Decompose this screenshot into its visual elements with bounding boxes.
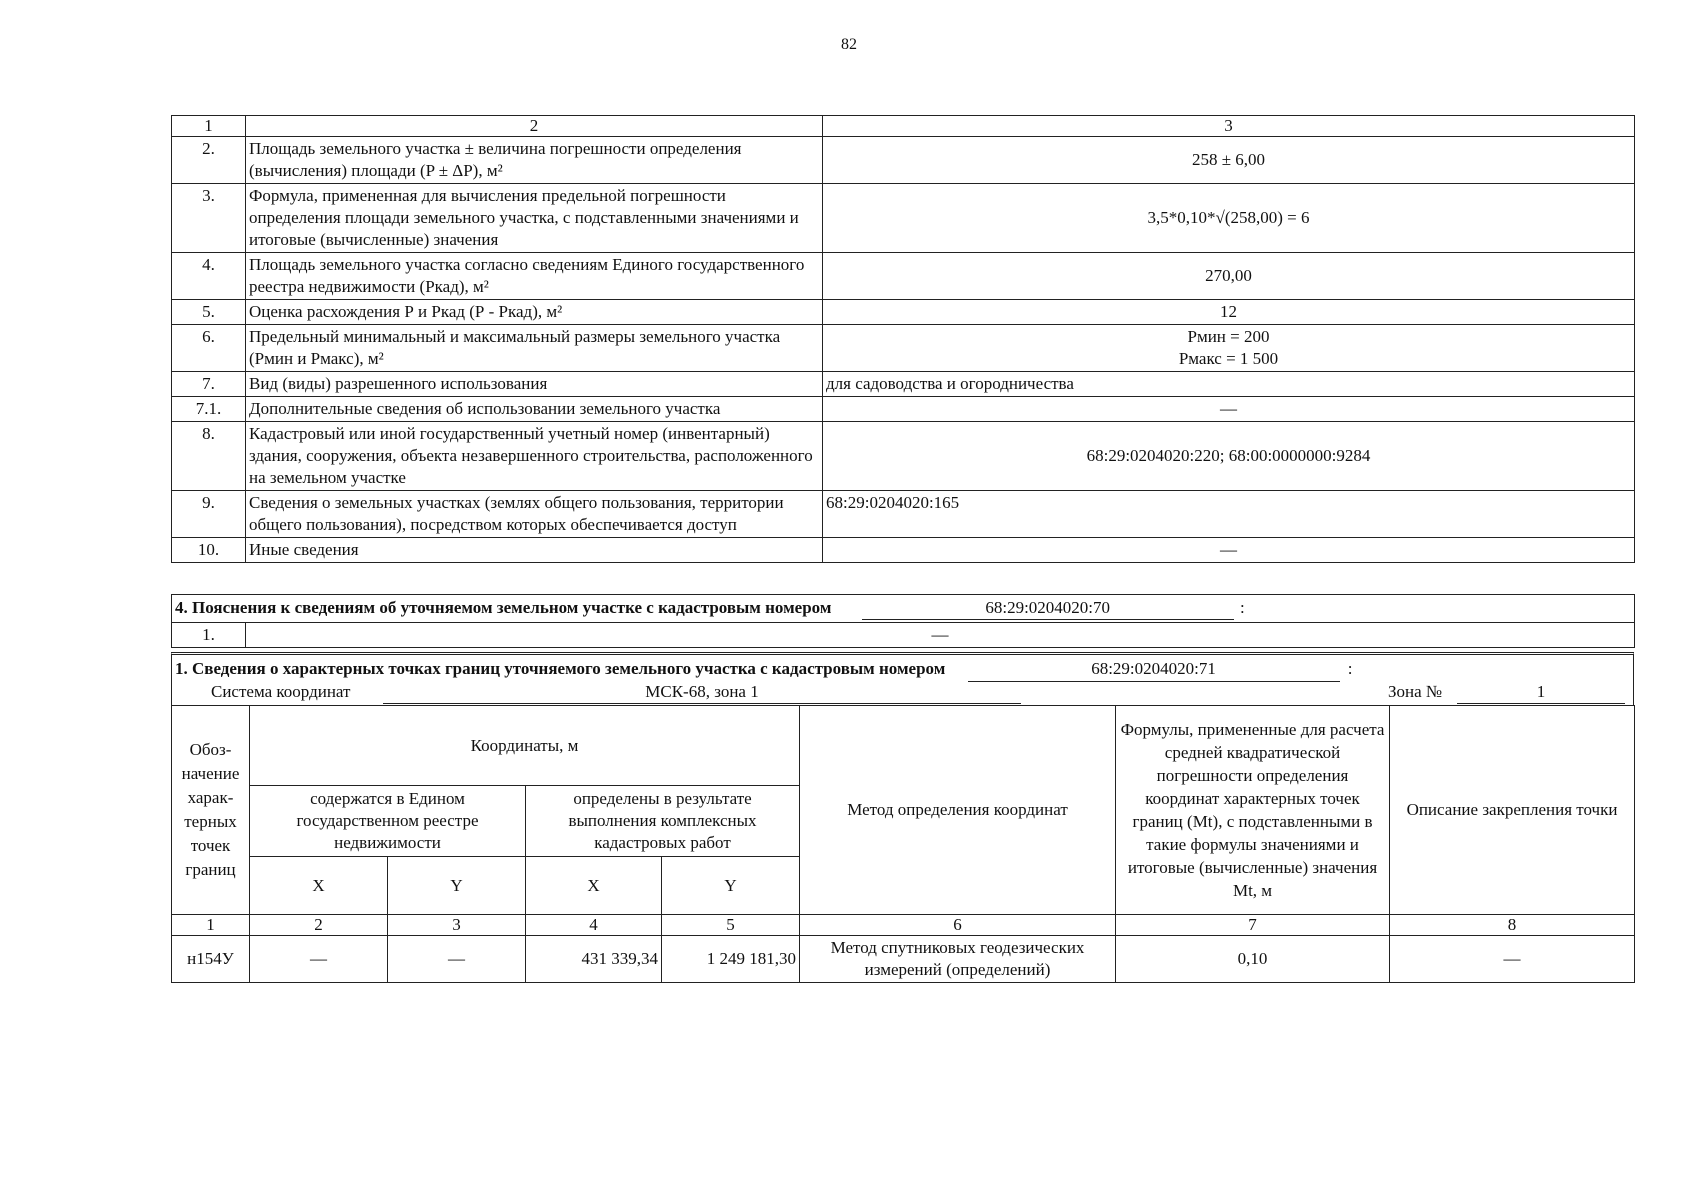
row-number: 7. — [172, 372, 246, 397]
row-number: 9. — [172, 491, 246, 538]
row-value-min: Рмин = 200 — [1187, 327, 1270, 346]
zone-label: Зона № — [1388, 682, 1443, 701]
section4-cad-number: 68:29:0204020:70 — [862, 597, 1234, 620]
zone-value: 1 — [1457, 681, 1625, 704]
header-formulas: Формулы, примененные для расчета средней квадратической погрешности определения координат характерных точек границ (Mt), с подставленными в такие формулы значениями и итоговые (вычисленные) значения Mt, м — [1116, 706, 1390, 915]
row-number: 6. — [172, 325, 246, 372]
header-x-complex: X — [526, 857, 662, 915]
header-coordinates: Координаты, м — [250, 706, 800, 786]
header-method: Метод определения координат — [800, 706, 1116, 915]
table-row — [172, 623, 1635, 648]
row-value: для садоводства и огородничества — [823, 372, 1635, 397]
point-description: — — [1390, 936, 1635, 983]
row-value: 12 — [823, 300, 1635, 325]
section1-colon: : — [1347, 659, 1353, 678]
mt-value: 0,10 — [1116, 936, 1390, 983]
table-row — [172, 397, 1635, 422]
column-number-2: 2 — [246, 116, 823, 137]
row-label: Площадь земельного участка согласно сведениям Единого государственного реестра недвижимости (Ркад), м² — [246, 253, 823, 300]
section1-cad-number: 68:29:0204020:71 — [968, 657, 1340, 682]
column-numbers-row — [172, 915, 1635, 936]
row-value: 68:29:0204020:165 — [823, 491, 1635, 538]
column-number: 4 — [526, 915, 662, 936]
section1 — [171, 652, 1634, 983]
table-row — [172, 538, 1635, 563]
section4-colon: : — [1239, 598, 1245, 617]
section4-table — [171, 594, 1635, 648]
header-designation: Обоз-начение харак-терных точек границ — [172, 706, 250, 915]
row-number: 7.1. — [172, 397, 246, 422]
column-number-1: 1 — [172, 116, 246, 137]
row-value — [823, 325, 1635, 372]
row-number: 2. — [172, 137, 246, 184]
section4-title-row — [172, 595, 1635, 623]
x-complex: 431 339,34 — [526, 936, 662, 983]
row-label: Вид (виды) разрешенного использования — [246, 372, 823, 397]
table-header-row — [172, 116, 1635, 137]
header-complex: определены в результате выполнения комплексных кадастровых работ — [526, 786, 800, 857]
column-number: 3 — [388, 915, 526, 936]
row-number: 8. — [172, 422, 246, 491]
method: Метод спутниковых геодезических измерений (определений) — [800, 936, 1116, 983]
coord-system-label: Система координат — [211, 682, 351, 701]
row-label: Оценка расхождения Р и Ркад (Р - Ркад), м² — [246, 300, 823, 325]
column-number: 8 — [1390, 915, 1635, 936]
y-egrn: — — [388, 936, 526, 983]
table-row — [172, 936, 1635, 983]
header-y-egrn: Y — [388, 857, 526, 915]
table-row — [172, 253, 1635, 300]
table-row — [172, 325, 1635, 372]
header-y-complex: Y — [662, 857, 800, 915]
parcel-info-table — [171, 115, 1635, 563]
row-value: 270,00 — [823, 253, 1635, 300]
row-value: — — [823, 538, 1635, 563]
row-number: 5. — [172, 300, 246, 325]
table-row — [172, 137, 1635, 184]
section4-title-cell — [172, 595, 1635, 623]
header-description: Описание закрепления точки — [1390, 706, 1635, 915]
row-value: — — [246, 623, 1635, 648]
column-number: 6 — [800, 915, 1116, 936]
row-value: — — [823, 397, 1635, 422]
row-number: 4. — [172, 253, 246, 300]
row-number: 1. — [172, 623, 246, 648]
section1-header — [171, 652, 1634, 705]
table-row — [172, 422, 1635, 491]
row-label: Сведения о земельных участках (землях общего пользования, территории общего пользования), посредством которых обеспечивается доступ — [246, 491, 823, 538]
row-label: Иные сведения — [246, 538, 823, 563]
row-label: Площадь земельного участка ± величина погрешности определения (вычисления) площади (P ± ΔP), м² — [246, 137, 823, 184]
x-egrn: — — [250, 936, 388, 983]
row-label: Предельный минимальный и максимальный размеры земельного участка (Рмин и Рмакс), м² — [246, 325, 823, 372]
row-number: 3. — [172, 184, 246, 253]
table-row — [172, 184, 1635, 253]
y-complex: 1 249 181,30 — [662, 936, 800, 983]
column-number: 5 — [662, 915, 800, 936]
row-label: Формула, примененная для вычисления предельной погрешности определения площади земельного участка, с подставленными значениями и итоговые (вычисленные) значения — [246, 184, 823, 253]
table-row — [172, 491, 1635, 538]
row-value: 68:29:0204020:220; 68:00:0000000:9284 — [823, 422, 1635, 491]
section4-title: 4. Пояснения к сведениям об уточняемом земельном участке с кадастровым номером — [175, 598, 832, 617]
row-value: 258 ± 6,00 — [823, 137, 1635, 184]
row-label: Кадастровый или иной государственный учетный номер (инвентарный) здания, сооружения, объекта незавершенного строительства, расположенного на земельном участке — [246, 422, 823, 491]
column-number: 1 — [172, 915, 250, 936]
boundary-points-table — [171, 705, 1635, 983]
table-row — [172, 372, 1635, 397]
header-egrn: содержатся в Едином государственном реестре недвижимости — [250, 786, 526, 857]
column-number: 2 — [250, 915, 388, 936]
column-number: 7 — [1116, 915, 1390, 936]
page-number: 82 — [841, 36, 857, 53]
point-designation: н154У — [172, 936, 250, 983]
row-value: 3,5*0,10*√(258,00) = 6 — [823, 184, 1635, 253]
table-row — [172, 300, 1635, 325]
column-number-3: 3 — [823, 116, 1635, 137]
coord-system-value: МСК-68, зона 1 — [383, 681, 1021, 704]
header-x-egrn: X — [250, 857, 388, 915]
row-label: Дополнительные сведения об использовании земельного участка — [246, 397, 823, 422]
row-value-max: Рмакс = 1 500 — [1178, 349, 1279, 368]
section1-title: 1. Сведения о характерных точках границ уточняемого земельного участка с кадастровым номером — [175, 659, 946, 678]
row-number: 10. — [172, 538, 246, 563]
